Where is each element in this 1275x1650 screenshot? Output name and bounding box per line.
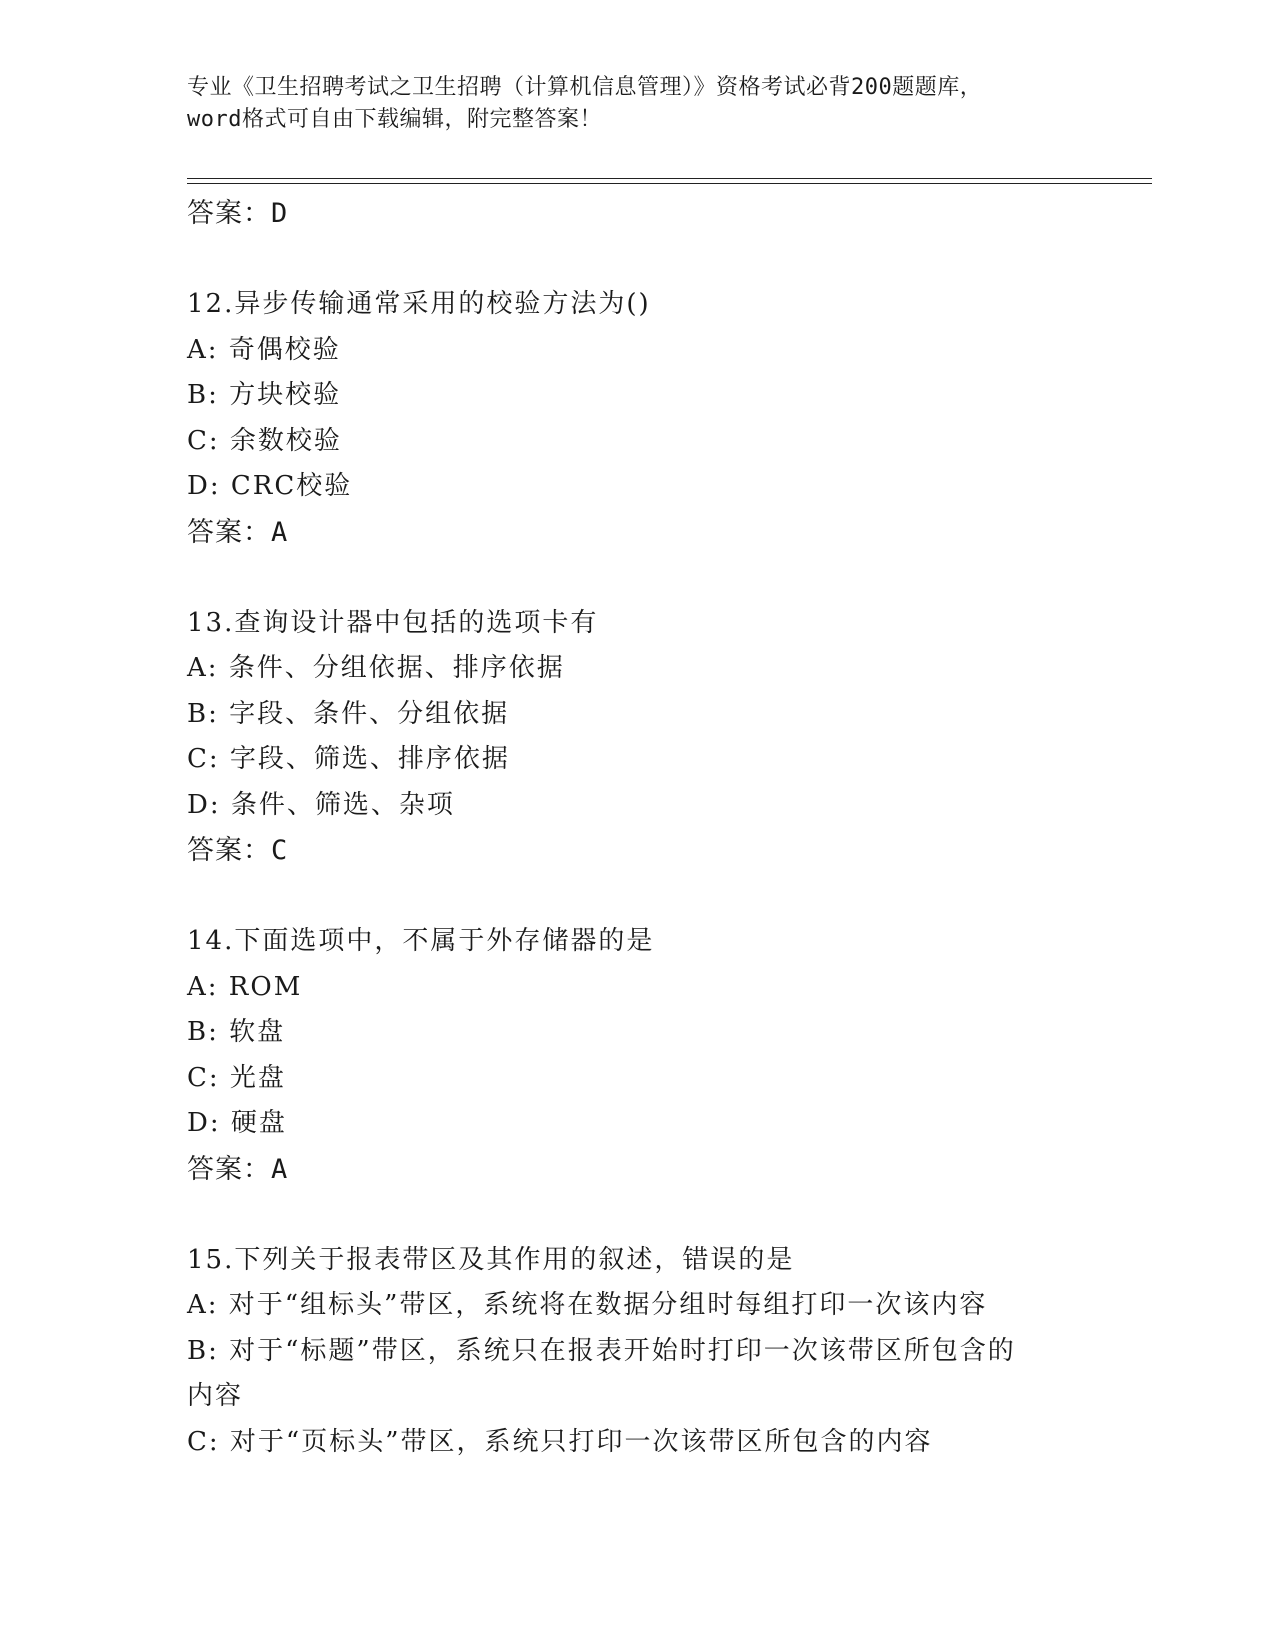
answer-line: 答案：D: [187, 198, 289, 229]
option-a: A: 条件、分组依据、排序依据: [187, 653, 565, 683]
option-b-continued: 内容: [187, 1381, 244, 1411]
option-c: C: 余数校验: [187, 425, 342, 456]
option-c: C: 光盘: [187, 1062, 286, 1093]
question-14: [187, 919, 1087, 1192]
option-d: D: 硬盘: [187, 1108, 287, 1138]
header-divider-top: [187, 178, 1152, 179]
option-d: D: 条件、筛选、杂项: [187, 789, 455, 820]
option-a: A: 对于“组标头”带区，系统将在数据分组时每组打印一次该内容: [187, 1290, 988, 1320]
answer-line: 答案：C: [187, 835, 289, 866]
question-stem: 12.异步传输通常采用的校验方法为(): [187, 289, 651, 319]
option-c: C: 对于“页标头”带区，系统只打印一次该带区所包含的内容: [187, 1426, 933, 1457]
answer-line: 答案：A: [187, 1153, 289, 1185]
option-c: C: 字段、筛选、排序依据: [187, 744, 510, 774]
option-b: B: 方块校验: [187, 380, 342, 410]
option-b: B: 对于“标题”带区，系统只在报表开始时打印一次该带区所包含的: [187, 1335, 1016, 1366]
option-d: D: CRC校验: [187, 471, 353, 501]
spacer: [187, 237, 1087, 283]
spacer: [187, 874, 1087, 920]
document-header: [187, 72, 1087, 136]
question-13: [187, 601, 1087, 874]
question-stem: 15.下列关于报表带区及其作用的叙述，错误的是: [187, 1244, 795, 1275]
spacer: [187, 1192, 1087, 1238]
question-15: [187, 1238, 1087, 1466]
header-line-2: word格式可自由下载编辑，附完整答案！: [187, 107, 602, 132]
header-line-1: 专业《卫生招聘考试之卫生招聘（计算机信息管理）》资格考试必背200题题库，: [187, 75, 983, 100]
option-b: B: 字段、条件、分组依据: [187, 698, 510, 729]
spacer: [187, 555, 1087, 601]
question-stem: 13.查询设计器中包括的选项卡有: [187, 607, 599, 638]
option-a: A: ROM: [187, 971, 303, 1002]
header-divider-bottom: [187, 183, 1152, 184]
option-b: B: 软盘: [187, 1017, 286, 1047]
option-a: A: 奇偶校验: [187, 334, 341, 365]
answer-line: 答案：A: [187, 516, 289, 548]
question-12: [187, 282, 1087, 555]
question-list: [187, 191, 1087, 1465]
question-stem: 14.下面选项中，不属于外存储器的是: [187, 926, 655, 956]
